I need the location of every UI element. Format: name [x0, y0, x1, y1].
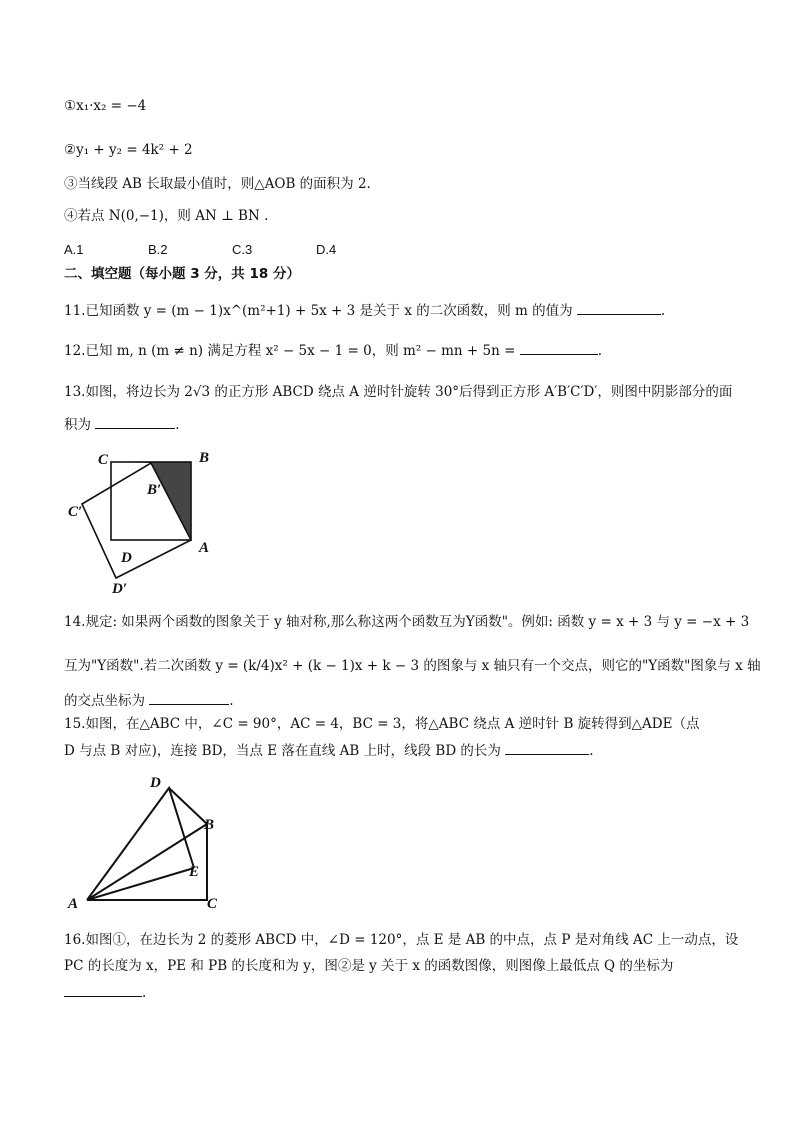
label-D: D	[121, 550, 132, 566]
label-A: A	[68, 896, 79, 912]
q13-shaded-region	[111, 462, 191, 540]
q12-text: 12.已知 m, n (m ≠ n) 满足方程 x² − 5x − 1 = 0，则 m² − mn + 5n =	[64, 343, 516, 359]
label-A: A	[199, 540, 210, 556]
q14-line3	[64, 690, 234, 711]
q16-line1: 16.如图①，在边长为 2 的菱形 ABCD 中，∠D = 120°，点 E 是 AB 的中点，点 P 是对角线 AC 上一动点，设	[64, 932, 739, 948]
statement-3: ③当线段 AB 长取最小值时，则△AOB 的面积为 2.	[64, 176, 371, 192]
q16-end: .	[142, 985, 147, 1001]
section-title: 二、填空题（每小题 3 分，共 18 分）	[64, 266, 300, 282]
label-E: E	[189, 864, 200, 880]
option-d: D.4	[316, 242, 337, 257]
label-C-prime: C′	[68, 504, 83, 520]
q14-end: .	[229, 693, 234, 709]
statement-4: ④若点 N(0,−1)，则 AN ⊥ BN .	[64, 208, 269, 224]
q15-line1: 15.如图，在△ABC 中，∠C = 90°，AC = 4，BC = 3，将△ABC 绕点 A 逆时针 B 旋转得到△ADE（点	[64, 716, 700, 732]
label-D-prime: D′	[112, 581, 128, 597]
option-c: C.3	[232, 242, 253, 257]
q15-answer-blank[interactable]	[505, 740, 589, 755]
answer-options	[64, 240, 400, 260]
q11-answer-blank[interactable]	[577, 300, 661, 315]
q13-end: .	[175, 417, 180, 433]
statement-2: ②y₁ + y₂ = 4k² + 2	[64, 142, 193, 158]
q11-end: .	[660, 303, 666, 319]
q12-answer-blank[interactable]	[520, 340, 598, 355]
q11-text: 11.已知函数 y = (m − 1)x^(m²+1) + 5x + 3 是关于 x 的二次函数，则 m 的值为	[64, 303, 573, 319]
q13-text: 积为	[64, 417, 91, 433]
q15-text: D 与点 B 对应)，连接 BD，当点 E 落在直线 AB 上时，线段 BD 的长为	[64, 743, 501, 759]
question-11	[64, 300, 665, 321]
option-b: B.2	[148, 242, 168, 257]
q15-end: .	[589, 743, 594, 759]
q12-end: .	[597, 343, 602, 359]
q13-figure	[60, 440, 230, 600]
question-12	[64, 340, 602, 361]
q15-figure	[60, 768, 240, 918]
q13-answer-blank[interactable]	[95, 414, 175, 429]
q16-answer-blank[interactable]	[64, 982, 142, 997]
label-C: C	[98, 452, 109, 468]
q13-line1: 13.如图，将边长为 2√3 的正方形 ABCD 绕点 A 逆时针旋转 30°后得到正方形 A′B′C′D′，则图中阴影部分的面	[64, 384, 733, 400]
label-C: C	[207, 896, 218, 912]
label-B-prime: B′	[147, 482, 162, 498]
q16-line2: PC 的长度为 x，PE 和 PB 的长度和为 y，图②是 y 关于 x 的函数图像，则图像上最低点 Q 的坐标为	[64, 958, 674, 974]
q14-line1: 14.规定: 如果两个函数的图象关于 y 轴对称,那么称这两个函数互为Y函数"。例如: 函数 y = x + 3 与 y = −x + 3	[64, 614, 750, 630]
label-B: B	[199, 450, 210, 466]
q14-text: 的交点坐标为	[64, 693, 145, 709]
label-B: B	[204, 817, 215, 833]
statement-1: ①x₁·x₂ = −4	[64, 98, 147, 114]
q14-answer-blank[interactable]	[149, 690, 229, 705]
label-D: D	[150, 775, 161, 791]
q16-line3	[64, 982, 146, 1003]
q14-line2: 互为"Y函数".若二次函数 y = (k/4)x² + (k − 1)x + k − 3 的图象与 x 轴只有一个交点，则它的"Y函数"图象与 x 轴	[64, 658, 761, 674]
option-a: A.1	[64, 242, 84, 257]
q13-line2	[64, 414, 180, 435]
q15-line2	[64, 740, 594, 761]
